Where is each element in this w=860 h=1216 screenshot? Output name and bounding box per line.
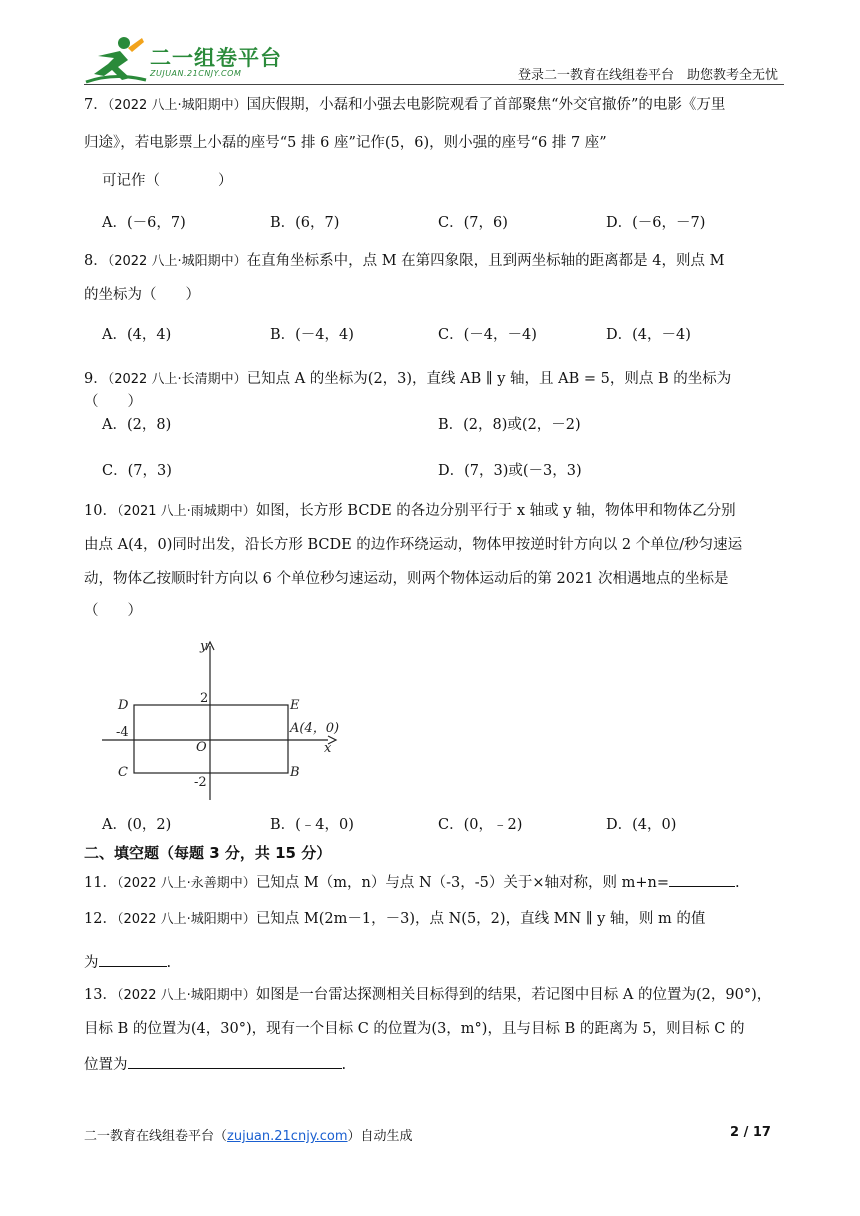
question-text: 在直角坐标系中，点 M 在第四象限，且到两坐标轴的距离都是 4，则点 M — [246, 253, 725, 269]
question-10 — [84, 500, 780, 523]
point-b-label: B — [290, 765, 300, 780]
question-number: 11． — [84, 875, 117, 891]
question-9 — [84, 368, 780, 413]
q8-option-d[interactable]: D．(4，－4) — [606, 327, 691, 343]
question-source: （2022 八上·城阳期中） — [116, 912, 256, 927]
question-13-line3 — [84, 1052, 780, 1076]
question-11 — [84, 870, 780, 895]
page-footer — [84, 1125, 413, 1144]
section-heading-fill-blank: 二、填空题（每题 3 分，共 15 分） — [84, 844, 332, 862]
point-a-label: A(4，0) — [290, 721, 340, 736]
question-12 — [84, 908, 780, 931]
question-8-line2: 的坐标为（ ） — [84, 287, 200, 303]
q9-option-a[interactable]: A．(2，8) — [102, 417, 172, 433]
point-e-label: E — [290, 698, 300, 713]
q7-option-c[interactable]: C．(7，6) — [438, 215, 508, 231]
question-text: 为 — [84, 955, 99, 971]
tick-neg2: -2 — [194, 775, 207, 790]
question-text: 已知点 M(2m－1，－3)，点 N(5，2)，直线 MN ∥ y 轴，则 m 的值 — [255, 911, 706, 927]
q9-option-d[interactable]: D．(7，3)或(－3，3) — [438, 463, 582, 479]
q10-option-a[interactable]: A．(0，2) — [102, 817, 172, 833]
question-source: （2021 八上·雨城期中） — [116, 504, 256, 519]
page-number: 2 / 17 — [730, 1125, 771, 1140]
logo-subtitle: ZUJUAN.21CNJY.COM — [150, 69, 242, 78]
q9-option-b[interactable]: B．(2，8)或(2，－2) — [438, 417, 581, 433]
punctuation: . — [166, 955, 172, 971]
question-13-line2: 目标 B 的位置为(4，30°)，现有一个目标 C 的位置为(3，m°)，且与目标 B 的距离为 5，则目标 C 的 — [84, 1021, 745, 1037]
rectangle-bcde — [134, 705, 288, 773]
q7-option-d[interactable]: D．(－6，－7) — [606, 215, 706, 231]
footer-text: 二一教育在线组卷平台（ — [84, 1129, 228, 1144]
question-13 — [84, 984, 780, 1007]
tick-2: 2 — [200, 691, 209, 706]
tick-neg4: -4 — [116, 725, 129, 740]
question-number: 9． — [84, 371, 108, 387]
runner-logo-icon — [84, 34, 148, 86]
question-text: 已知点 M（m，n）与点 N（-3，-5）关于×轴对称，则 m+n= — [255, 875, 670, 891]
question-source: （2022 八上·城阳期中） — [116, 988, 256, 1003]
point-c-label: C — [118, 765, 128, 780]
question-10-line3: 动，物体乙按顺时针方向以 6 个单位秒匀速运动，则两个物体运动后的第 2021 次相遇地点的坐标是 — [84, 571, 729, 587]
question-7 — [84, 94, 780, 117]
question-number: 10． — [84, 503, 117, 519]
rectangle-coordinate-figure — [96, 634, 376, 804]
question-source: （2022 八上·长清期中） — [107, 372, 247, 387]
q8-option-b[interactable]: B．(－4，4) — [270, 327, 354, 343]
q10-option-b[interactable]: B．(﹣4，0) — [270, 817, 354, 833]
question-text: 如图，长方形 BCDE 的各边分别平行于 x 轴或 y 轴，物体甲和物体乙分别 — [255, 503, 736, 519]
question-text: 如图是一台雷达探测相关目标得到的结果，若记图中目标 A 的位置为(2，90°)， — [255, 987, 772, 1003]
question-7-line3: 可记作（ ） — [102, 173, 233, 189]
header-slogan: 登录二一教育在线组卷平台 助您教考全无忧 — [517, 68, 778, 83]
question-number: 8． — [84, 253, 108, 269]
question-10-line2: 由点 A(4，0)同时出发，沿长方形 BCDE 的边作环绕运动，物体甲按逆时针方向以 2 个单位/秒匀速运 — [84, 537, 743, 553]
question-12-line2 — [84, 950, 780, 974]
question-7-line2: 归途》，若电影票上小磊的座号“5 排 6 座”记作(5，6)，则小强的座号“6 排 7 座” — [84, 135, 607, 151]
q8-option-a[interactable]: A．(4，4) — [102, 327, 172, 343]
y-axis-label: y — [200, 639, 208, 654]
page-header — [84, 34, 784, 90]
punctuation: . — [735, 875, 740, 891]
q9-option-c[interactable]: C．(7，3) — [102, 463, 172, 479]
q10-option-c[interactable]: C．(0，﹣2) — [438, 817, 523, 833]
question-text: 位置为 — [84, 1057, 128, 1073]
q7-option-b[interactable]: B．(6，7) — [270, 215, 340, 231]
q10-option-d[interactable]: D．(4，0) — [606, 817, 677, 833]
answer-blank[interactable] — [128, 1052, 342, 1069]
q8-option-c[interactable]: C．(－4，－4) — [438, 327, 537, 343]
footer-link[interactable]: zujuan.21cnjy.com — [227, 1129, 348, 1144]
q7-option-a[interactable]: A．(－6，7) — [102, 215, 186, 231]
question-source: （2022 八上·城阳期中） — [107, 98, 247, 113]
punctuation: . — [341, 1057, 347, 1073]
question-number: 13． — [84, 987, 117, 1003]
header-divider — [84, 84, 784, 85]
question-10-line4: （ ） — [84, 603, 142, 619]
question-8 — [84, 250, 780, 273]
logo[interactable] — [84, 34, 284, 86]
question-source: （2022 八上·城阳期中） — [107, 254, 247, 269]
point-d-label: D — [118, 698, 129, 713]
footer-text-tail: ）自动生成 — [347, 1129, 413, 1144]
logo-title: 二一组卷平台 — [150, 46, 282, 70]
question-text: 已知点 A 的坐标为(2，3)，直线 AB ∥ y 轴，且 AB = 5，则点 B 的坐标为（ ） — [84, 371, 732, 410]
answer-blank[interactable] — [99, 950, 167, 967]
question-number: 7． — [84, 97, 108, 113]
x-axis-label: x — [324, 741, 332, 756]
question-source: （2022 八上·永善期中） — [116, 876, 256, 891]
answer-blank[interactable] — [669, 870, 735, 887]
origin-label: O — [196, 740, 207, 755]
question-text: 国庆假期，小磊和小强去电影院观看了首部聚焦“外交官撤侨”的电影《万里 — [246, 97, 726, 113]
question-number: 12． — [84, 911, 117, 927]
